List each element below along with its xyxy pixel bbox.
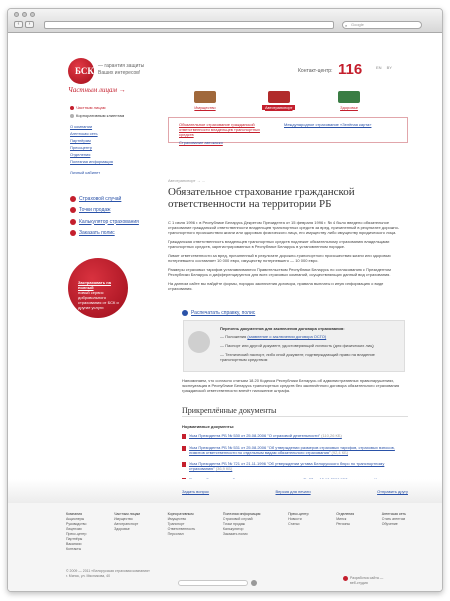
- footer-column: [168, 512, 196, 552]
- doc-item-1-text: Положения: [225, 334, 248, 339]
- action-insurance-case[interactable]: [70, 196, 150, 202]
- browser-window: [7, 8, 443, 592]
- product-casco-link[interactable]: Страхование автокаско: [179, 140, 223, 145]
- pdf-icon: [182, 446, 186, 451]
- hand-icon: [188, 331, 210, 353]
- product-osgo-link[interactable]: Обязательное страхование гражданской ответственности владельцев транспортных средств: [179, 122, 260, 137]
- health-icon: [338, 91, 360, 103]
- calculator-icon: [70, 219, 76, 225]
- action-sale-points[interactable]: [70, 207, 150, 213]
- list-item: — Положения (заявление о заключении договора ОСГО): [220, 334, 327, 339]
- nav-corporate-clients-label: Корпоративным клиентам: [76, 113, 125, 118]
- promo-title: Застраховать на полный: [78, 280, 111, 290]
- copyright-line-1: © 2009 — 2011 «Белорусская страховая компания»: [66, 569, 150, 573]
- footer-link[interactable]: Точки продаж: [222, 522, 245, 526]
- footer-link[interactable]: Стать агентом: [381, 517, 406, 521]
- normative-docs-title: Нормативные документы:: [182, 424, 235, 429]
- footer-link[interactable]: Акционеры: [66, 517, 85, 521]
- footer-link[interactable]: Партнёры: [66, 537, 83, 541]
- company-logo[interactable]: [68, 58, 94, 84]
- developer-line-2: веб-студия: [350, 581, 368, 585]
- required-documents-box: [183, 320, 405, 372]
- attached-document-title: Указ Президента РБ № 531 от 25.08.2006 "Об утверждении размеров страховых тарифов, страховых взносов, лимитов ответственности по отдельным видам обязательного страхования": [189, 445, 395, 455]
- product-green-card-link[interactable]: Международное страхование «Зелёная карта»: [284, 122, 372, 127]
- company-links: [70, 124, 150, 164]
- footer-column: [336, 512, 354, 552]
- required-documents-list: [220, 334, 400, 366]
- attached-document-link[interactable]: [182, 445, 408, 455]
- footer-link[interactable]: Минск: [336, 517, 347, 521]
- promo-badge[interactable]: [68, 258, 128, 318]
- action-calculator-label: Калькулятор страхования: [79, 218, 139, 225]
- category-health[interactable]: [338, 91, 360, 110]
- language-switcher: [376, 65, 392, 70]
- footer-link[interactable]: Страховой случай: [222, 517, 253, 521]
- bullet-icon: [70, 106, 74, 110]
- print-version-link[interactable]: Версия для печати: [275, 489, 311, 494]
- link-about[interactable]: О компании: [70, 124, 93, 129]
- link-personal-account[interactable]: Личный кабинет: [70, 170, 101, 175]
- breadcrumb[interactable]: Автотранспорт → ...: [168, 178, 206, 183]
- send-to-friend-link[interactable]: Отправить другу: [377, 489, 408, 494]
- list-item: — Технический паспорт, либо иной документ, подтверждающий право на владение транспортным средством: [220, 352, 375, 362]
- web-page: [8, 34, 442, 591]
- copyright-line-2: г. Минск, ул. Мясникова, 40: [66, 574, 111, 578]
- attached-document-title: Указ Президента РБ № 721 от 21.11.1996 "Об утверждении устава Белорусского бюро по транспортному страхованию": [189, 461, 385, 471]
- action-calculator[interactable]: [70, 219, 150, 225]
- lang-en-link[interactable]: EN: [376, 65, 382, 70]
- action-insurance-case-label: Страховой случай: [79, 196, 122, 202]
- link-partners[interactable]: Партнёрам: [70, 138, 91, 143]
- slogan-line-2: Ваших интересов!: [98, 70, 141, 76]
- house-icon: [194, 91, 216, 103]
- footer-link[interactable]: Обучение: [381, 522, 398, 526]
- footer-search-button[interactable]: [251, 580, 257, 586]
- footer-column: [382, 512, 406, 552]
- footer-column-head[interactable]: Пресс-центр: [288, 512, 309, 516]
- category-vehicles-label: Автотранспорт: [262, 105, 295, 110]
- attached-document-link[interactable]: [182, 461, 408, 471]
- left-navigation: [70, 105, 150, 175]
- action-order-policy-label: Заказать полис: [79, 229, 115, 236]
- footer-search-input[interactable]: [178, 580, 248, 586]
- footer-column-head[interactable]: Отделения: [336, 512, 355, 516]
- footer-link[interactable]: Имущество: [167, 517, 187, 521]
- footer-link[interactable]: Персонал: [167, 532, 184, 536]
- product-column-1: [179, 122, 274, 145]
- footer-column: [66, 512, 86, 552]
- footer-column-head[interactable]: Полезная информация: [222, 512, 261, 516]
- print-icon: [182, 310, 188, 316]
- footer-link[interactable]: Контакты: [66, 547, 82, 551]
- alert-icon: [70, 196, 76, 202]
- category-vehicles[interactable]: [262, 91, 295, 110]
- file-size: (92,4 КБ): [331, 450, 349, 455]
- lang-by-link[interactable]: BY: [386, 65, 392, 70]
- footer-column-head[interactable]: Компания: [66, 512, 83, 516]
- footer-link[interactable]: Автотранспорт: [114, 522, 139, 526]
- window-controls: [14, 12, 35, 17]
- action-order-policy[interactable]: [70, 230, 150, 236]
- footer-column-head[interactable]: Корпоративным: [167, 512, 194, 516]
- browser-toolbar: [8, 9, 442, 33]
- contact-center-label: Контакт-центр:: [298, 68, 333, 74]
- footer-link[interactable]: Ответственность: [167, 527, 196, 531]
- footer-link[interactable]: Регионы: [336, 522, 350, 526]
- link-press[interactable]: Прессцентр: [70, 145, 93, 150]
- link-useful-info[interactable]: Полезная информация: [70, 159, 113, 164]
- history-buttons: [14, 21, 34, 28]
- list-item: — Паспорт или другой документ, удостоверяющий личность (для физических лиц): [220, 343, 374, 348]
- ask-question-link[interactable]: Задать вопрос: [182, 489, 210, 494]
- minimize-window-button[interactable]: [22, 12, 27, 17]
- article-paragraph: Размеры страховых тарифов устанавливаются Правительством Республики Беларусь по согласованию с Президентом Республики Беларусь и дифференцируются для всех страховых компаний, осуществляющих данный вид страхования.: [168, 267, 391, 277]
- file-size: (36,9 КБ): [215, 466, 233, 471]
- footer-column-head[interactable]: Агентская сеть: [381, 512, 406, 516]
- footer-link[interactable]: Лицензии: [66, 527, 82, 531]
- nav-private-clients-label: Частным лицам: [76, 105, 106, 110]
- footer-sitemap: [66, 512, 406, 552]
- address-bar[interactable]: [44, 21, 334, 29]
- nav-private-clients[interactable]: [70, 105, 150, 110]
- bullet-icon: [70, 114, 74, 118]
- footer-column: [114, 512, 140, 552]
- footer-link[interactable]: Заказать полис: [222, 532, 248, 536]
- doc-item-2-text: Паспорт или другой документ, удостоверяющий личность (для физических лиц): [225, 343, 374, 348]
- browser-search-placeholder: Google: [351, 22, 364, 27]
- footer-link[interactable]: Здоровье: [114, 527, 130, 531]
- category-property-label: Имущество: [194, 105, 216, 110]
- slogan: [98, 63, 144, 77]
- search-icon: ⌕: [345, 23, 348, 28]
- browser-search-field[interactable]: [342, 21, 422, 29]
- page-title: Обязательное страхование гражданской ответственности на территории РБ: [168, 186, 355, 210]
- footer-link[interactable]: Вакансии: [66, 542, 82, 546]
- footer-link[interactable]: Транспорт: [167, 522, 185, 526]
- link-agents[interactable]: Агентская сеть: [70, 131, 98, 136]
- attached-documents-heading: Прикреплённые документы: [182, 406, 277, 415]
- forward-button[interactable]: ›: [25, 21, 34, 28]
- category-property[interactable]: [194, 91, 216, 110]
- pdf-icon: [182, 462, 186, 467]
- copyright: [66, 569, 150, 579]
- nav-corporate-clients[interactable]: [70, 113, 150, 118]
- close-window-button[interactable]: [14, 12, 19, 17]
- footer-column: [223, 512, 261, 552]
- doc-item-1-link[interactable]: (заявление о заключении договора ОСГО): [247, 334, 327, 339]
- attached-document-link[interactable]: [182, 433, 408, 439]
- car-icon: [268, 91, 290, 103]
- back-button[interactable]: ‹: [14, 21, 23, 28]
- link-branches[interactable]: Отделения: [70, 152, 91, 157]
- file-size: (110,26 КБ): [321, 433, 342, 438]
- main-article: [168, 178, 408, 295]
- article-paragraph: На данном сайте вы найдёте формы, порядок заключения договора, правила выплаты и иную информацию о виде страхования.: [168, 281, 384, 291]
- penalty-notice: Напоминаем, что согласно статьям 18.20 Кодекса Республики Беларусь об административных правонарушениях, эксплуатация в Республике Беларусь транспортных средств без заключённого договора обязательного страхования гражданской ответственности влечёт наложение штрафа.: [182, 378, 400, 393]
- footer-link[interactable]: Имущество: [114, 517, 133, 521]
- zoom-window-button[interactable]: [30, 12, 35, 17]
- attached-document-title: Указ Президента РБ № 530 от 25.08.2006 "О страховой деятельности": [189, 433, 321, 438]
- divider: [182, 416, 408, 417]
- studio-logo-icon: [343, 576, 348, 581]
- location-icon: [70, 207, 76, 213]
- audience-tagline[interactable]: Частным лицам →: [68, 86, 126, 94]
- footer-link[interactable]: Руководство: [66, 522, 87, 526]
- document-icon: [70, 230, 76, 236]
- footer-column-head[interactable]: Частным лицам: [114, 512, 140, 516]
- article-paragraph: С 1 июля 1996 г. в Республике Беларусь Декретом Президента от 15 февраля 1996 г. № 4 было введено обязательное страхование гражданской ответственности владельцев транспортных средств за вред, причиненный в результате дорожно-транспортного происшествия жизни или здоровью физического лица, его имуществу либо имуществу юридического лица.: [168, 220, 400, 235]
- footer-column: [288, 512, 308, 552]
- contact-center-number: 116: [338, 61, 363, 78]
- doc-item-3-text: Технический паспорт, либо иной документ, подтверждающий право на владение транспортным средством: [220, 352, 375, 362]
- category-health-label: Здоровье: [340, 105, 358, 110]
- quick-actions: [70, 196, 150, 241]
- developer-line-1: Разработка сайта —: [350, 576, 384, 580]
- vehicle-products-box: [168, 117, 408, 143]
- footer-link[interactable]: Статьи: [288, 522, 300, 526]
- slogan-line-1: — гарантия защиты: [98, 63, 145, 69]
- footer-link[interactable]: Новости: [288, 517, 302, 521]
- article-paragraph: Лимит ответственности за вред, причиненный в результате дорожно-транспортного происшествия жизни или здоровью потерпевшего составляет 10 000 евро, имуществу потерпевшего — 10 000 евро.: [168, 253, 391, 263]
- developer-credit[interactable]: [350, 576, 400, 586]
- footer-link[interactable]: Пресс-центр: [66, 532, 87, 536]
- article-paragraph: Гражданская ответственность владельцев транспортных средств подлежит обязательному страхованию владельцами транспортных средств, зарегистрированных в Республике Беларусь в установленном порядке.: [168, 239, 390, 249]
- logo-letters: БСК: [75, 66, 94, 76]
- promo-description: новый сервис добровольного страхования от БСК и другие услуги: [78, 290, 119, 310]
- action-sale-points-label: Точки продаж: [79, 207, 111, 214]
- promo-text: [78, 280, 120, 310]
- article-bottom-links: [182, 489, 408, 494]
- footer-link[interactable]: Калькулятор: [222, 527, 244, 531]
- print-policy-label: Распечатать справку, полис: [191, 310, 256, 316]
- print-policy-link[interactable]: [182, 310, 255, 316]
- pdf-icon: [182, 434, 186, 439]
- required-documents-title: Перечень документов для заключения договора страхования:: [220, 326, 345, 331]
